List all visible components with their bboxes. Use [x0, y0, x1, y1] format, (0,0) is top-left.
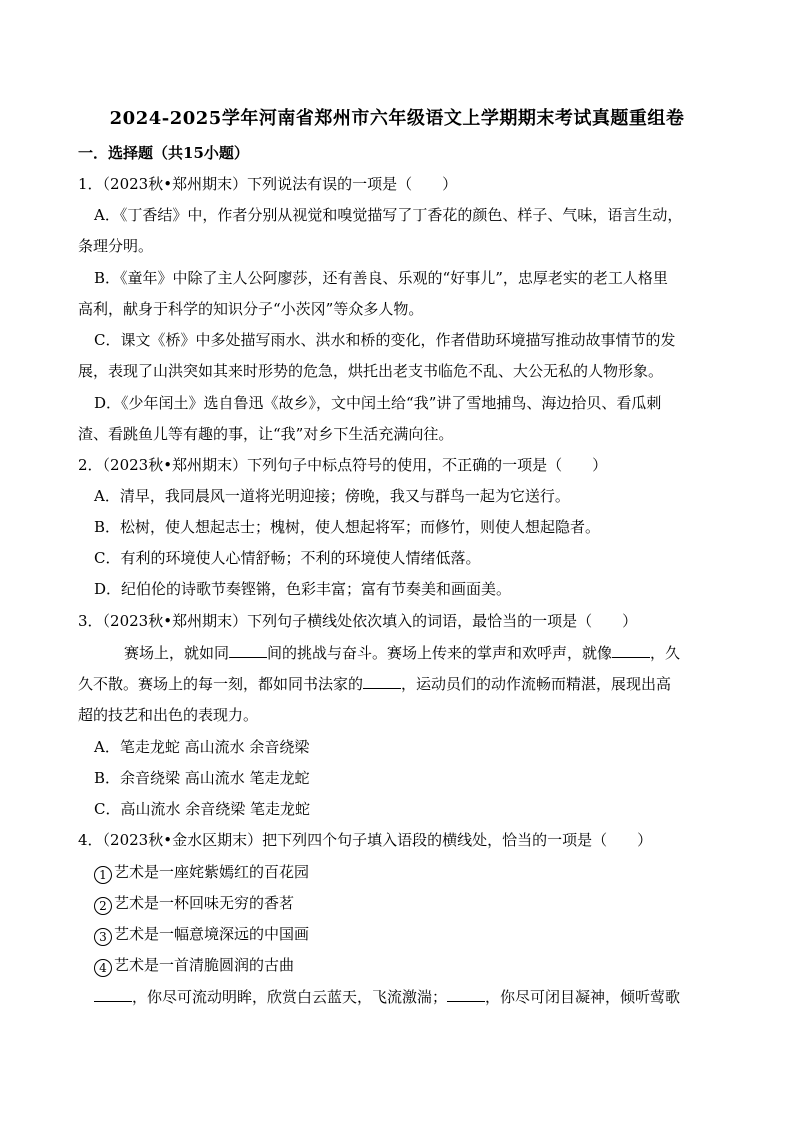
q4-stem: 4．（2023秋•金水区期末）把下列四个句子填入语段的横线处，恰当的一项是（ ） — [78, 831, 653, 849]
fill-blank — [363, 674, 401, 689]
q2-option-d: D．纪伯伦的诗歌节奏铿锵，色彩丰富；富有节奏美和画面美。 — [94, 580, 512, 598]
q1-option-a-line2: 条理分明。 — [78, 237, 154, 255]
q4-passage-line1 — [94, 987, 680, 1007]
q3-passage-line3: 超的技艺和出色的表现力。 — [78, 706, 259, 724]
q3-passage-text: 久不散。赛场上的每一刻，都如同书法家的 — [78, 675, 364, 693]
fill-blank — [612, 643, 650, 658]
q4-item-text: 艺术是一杯回味无穷的香茗 — [114, 894, 295, 912]
q2-option-c: C．有利的环境使人心情舒畅；不利的环境使人情绪低落。 — [94, 549, 481, 567]
circled-number: 3 — [94, 928, 112, 946]
q4-item-4 — [94, 955, 294, 977]
q3-option-c: C．高山流水 余音绕梁 笔走龙蛇 — [94, 800, 311, 818]
q3-passage-line2 — [78, 674, 671, 694]
q3-option-b: B．余音绕梁 高山流水 笔走龙蛇 — [94, 769, 310, 787]
q4-item-2 — [94, 893, 294, 915]
q2-option-a: A．清早，我同晨风一道将光明迎接；傍晚，我又与群鸟一起为它送行。 — [94, 487, 570, 505]
q1-option-b-line1: B．《童年》中除了主人公阿廖莎，还有善良、乐观的“好事儿”，忠厚老实的老工人格里 — [94, 269, 668, 287]
circled-number: 4 — [94, 959, 112, 977]
q4-item-text: 艺术是一幅意境深远的中国画 — [114, 925, 310, 943]
q4-item-text: 艺术是一首清脆圆润的古曲 — [114, 956, 295, 974]
q3-option-a: A．笔走龙蛇 高山流水 余音绕梁 — [94, 738, 310, 756]
fill-blank — [447, 987, 485, 1002]
document-title: 2024-2025学年河南省郑州市六年级语文上学期期末考试真题重组卷 — [109, 108, 685, 129]
q3-passage-text: ，久 — [650, 644, 681, 662]
q1-option-b-line2: 高利，献身于科学的知识分子“小茨冈”等众多人物。 — [78, 300, 424, 318]
q3-stem: 3．（2023秋•郑州期末）下列句子横线处依次填入的词语，最恰当的一项是（ ） — [78, 612, 638, 630]
section-heading: 一．选择题（共15小题） — [78, 144, 249, 162]
q4-item-text: 艺术是一座姹紫嫣红的百花园 — [114, 863, 310, 881]
fill-blank — [94, 987, 132, 1002]
q2-option-b: B．松树，使人想起志士；槐树，使人想起将军；而修竹，则使人想起隐者。 — [94, 518, 601, 536]
q3-passage-line1 — [124, 643, 680, 663]
circled-number: 2 — [94, 897, 112, 915]
q3-passage-text: 赛场上，就如同 — [124, 644, 230, 662]
q1-option-d-line1: D．《少年闰土》选自鲁迅《故乡》，文中闰土给“我”讲了雪地捕鸟、海边拾贝、看瓜刺 — [94, 394, 662, 412]
fill-blank — [229, 643, 267, 658]
q1-stem: 1．（2023秋•郑州期末）下列说法有误的一项是（ ） — [78, 175, 458, 193]
q3-passage-text: ，运动员们的动作流畅而精湛，展现出高 — [401, 675, 672, 693]
circled-number: 1 — [94, 866, 112, 884]
q1-option-c-line2: 展，表现了山洪突如其来时形势的危急，烘托出老支书临危不乱、大公无私的人物形象。 — [78, 362, 664, 380]
q4-item-3 — [94, 924, 309, 946]
q4-passage-text: ，你尽可闭目凝神，倾听莺歌 — [485, 988, 681, 1006]
q1-option-d-line2: 渣、看跳鱼儿等有趣的事，让“我”对乡下生活充满向往。 — [78, 425, 454, 443]
q1-option-a-line1: A．《丁香结》中，作者分别从视觉和嗅觉描写了丁香花的颜色、样子、气味，语言生动， — [94, 206, 683, 224]
q2-stem: 2．（2023秋•郑州期末）下列句子中标点符号的使用，不正确的一项是（ ） — [78, 456, 608, 474]
q4-passage-text: ，你尽可流动明眸，欣赏白云蓝天，飞流激湍； — [132, 988, 448, 1006]
q4-item-1 — [94, 862, 309, 884]
q3-passage-text: 间的挑战与奋斗。赛场上传来的掌声和欢呼声，就像 — [267, 644, 613, 662]
q1-option-c-line1: C．课文《桥》中多处描写雨水、洪水和桥的变化，作者借助环境描写推动故事情节的发 — [94, 331, 676, 349]
